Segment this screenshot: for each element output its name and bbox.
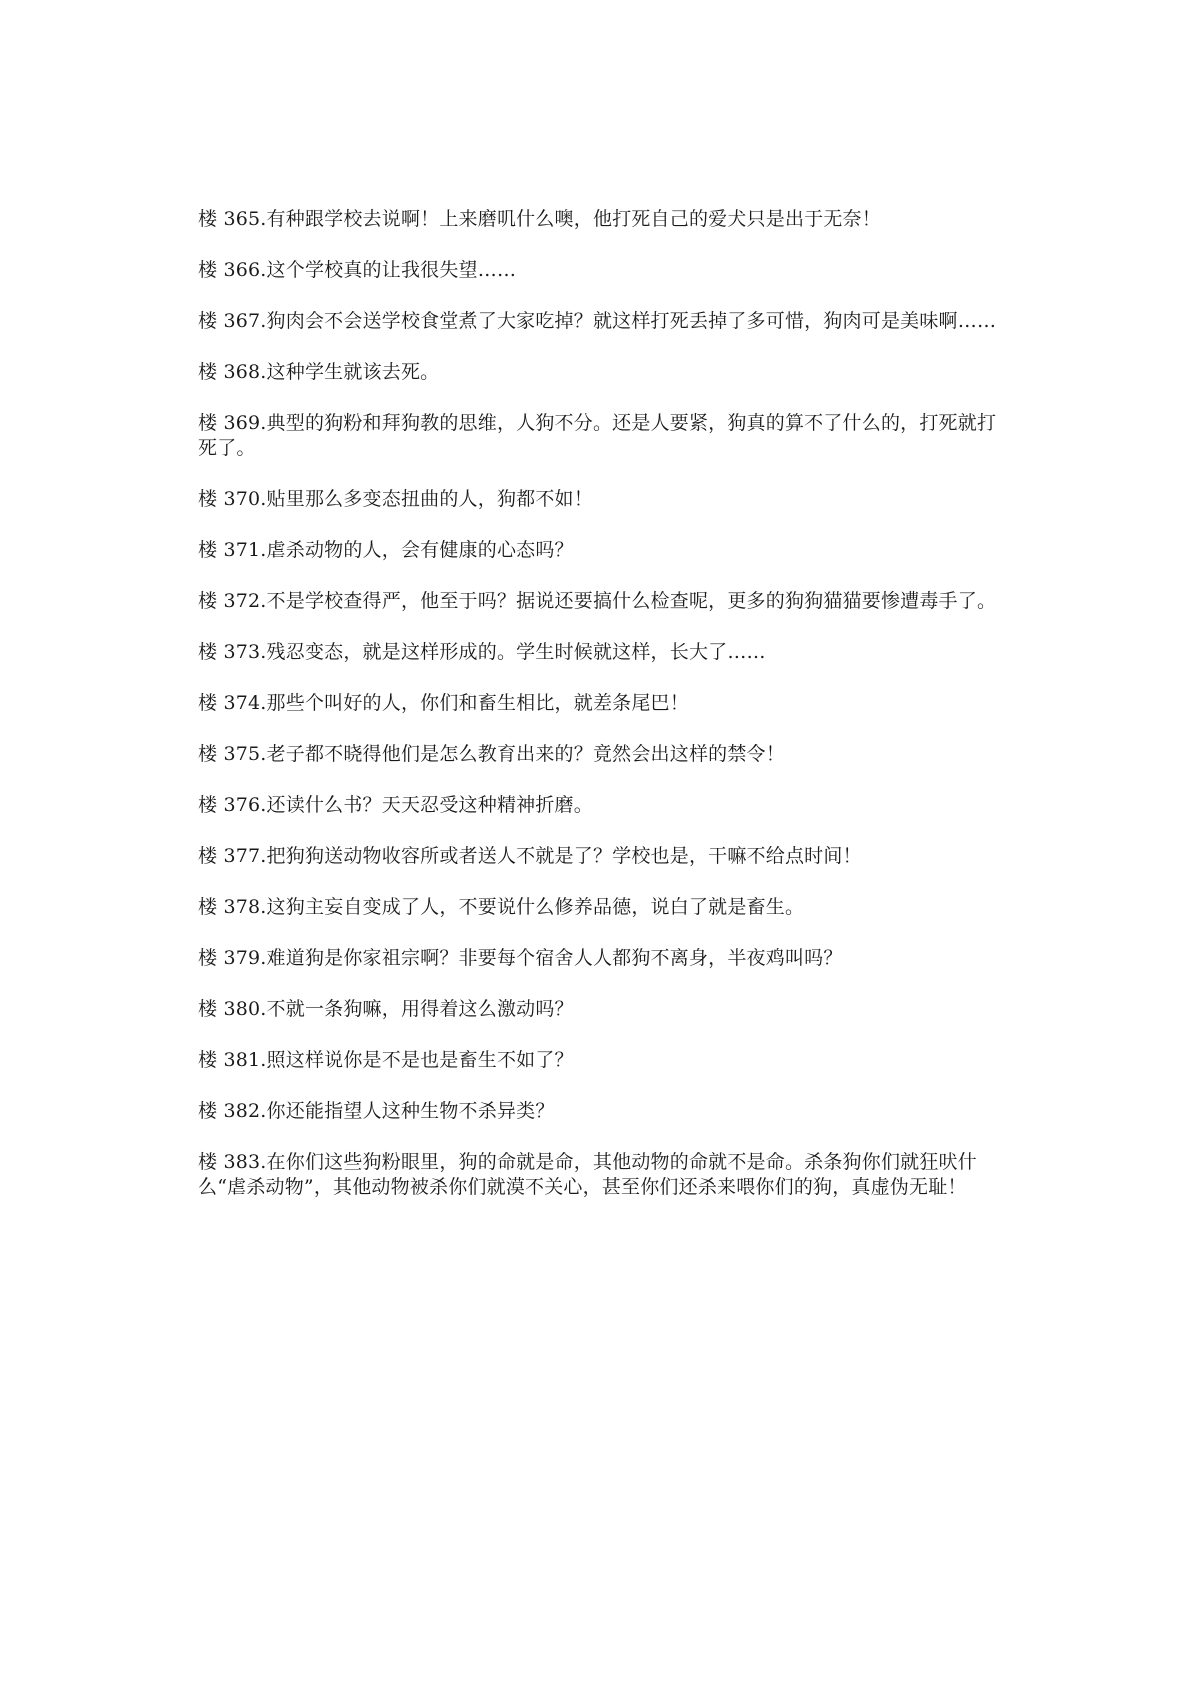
post-text: 难道狗是你家祖宗啊？非要每个宿舍人人都狗不离身，半夜鸡叫吗？	[266, 947, 843, 969]
post-379	[198, 946, 1010, 971]
post-text: 狗肉会不会送学校食堂煮了大家吃掉？就这样打死丢掉了多可惜，狗肉可是美味啊……	[266, 310, 997, 332]
floor-number: 楼 365.	[198, 208, 267, 230]
floor-number: 楼 369.	[198, 412, 267, 434]
post-text: 还读什么书？天天忍受这种精神折磨。	[266, 794, 593, 816]
floor-number: 楼 371.	[198, 539, 267, 561]
post-383	[198, 1150, 1010, 1200]
floor-number: 楼 381.	[198, 1049, 267, 1071]
post-374	[198, 691, 1010, 716]
post-text: 典型的狗粉和拜狗教的思维，人狗不分。还是人要紧，狗真的算不了什么的，打死就打死了。	[198, 412, 997, 459]
post-372	[198, 589, 1010, 614]
floor-number: 楼 375.	[198, 743, 267, 765]
post-text: 老子都不晓得他们是怎么教育出来的？竟然会出这样的禁令！	[266, 743, 785, 765]
floor-number: 楼 382.	[198, 1100, 267, 1122]
floor-number: 楼 377.	[198, 845, 267, 867]
post-text: 不就一条狗嘛，用得着这么激动吗？	[266, 998, 574, 1020]
post-377	[198, 844, 1010, 869]
post-365	[198, 207, 1010, 232]
floor-number: 楼 372.	[198, 590, 267, 612]
post-text: 那些个叫好的人，你们和畜生相比，就差条尾巴！	[266, 692, 689, 714]
post-381	[198, 1048, 1010, 1073]
floor-number: 楼 368.	[198, 361, 267, 383]
post-text: 这种学生就该去死。	[266, 361, 440, 383]
post-list	[198, 207, 1010, 1226]
floor-number: 楼 380.	[198, 998, 267, 1020]
post-text: 贴里那么多变态扭曲的人，狗都不如！	[266, 488, 593, 510]
post-text: 把狗狗送动物收容所或者送人不就是了？学校也是，干嘛不给点时间！	[266, 845, 862, 867]
post-text: 你还能指望人这种生物不杀异类？	[266, 1100, 555, 1122]
post-378	[198, 895, 1010, 920]
post-380	[198, 997, 1010, 1022]
post-368	[198, 360, 1010, 385]
floor-number: 楼 367.	[198, 310, 267, 332]
post-371	[198, 538, 1010, 563]
floor-number: 楼 379.	[198, 947, 267, 969]
floor-number: 楼 370.	[198, 488, 267, 510]
post-text: 有种跟学校去说啊！上来磨叽什么噢，他打死自己的爱犬只是出于无奈！	[266, 208, 881, 230]
post-text: 这个学校真的让我很失望……	[266, 259, 517, 281]
post-text: 这狗主妄自变成了人，不要说什么修养品德，说白了就是畜生。	[266, 896, 805, 918]
post-373	[198, 640, 1010, 665]
post-text: 虐杀动物的人，会有健康的心态吗？	[266, 539, 574, 561]
post-370	[198, 487, 1010, 512]
floor-number: 楼 378.	[198, 896, 267, 918]
floor-number: 楼 383.	[198, 1151, 267, 1173]
post-text: 照这样说你是不是也是畜生不如了？	[266, 1049, 574, 1071]
floor-number: 楼 376.	[198, 794, 267, 816]
post-375	[198, 742, 1010, 767]
floor-number: 楼 366.	[198, 259, 267, 281]
post-text: 不是学校查得严，他至于吗？据说还要搞什么检查呢，更多的狗狗猫猫要惨遭毒手了。	[266, 590, 997, 612]
post-369	[198, 411, 1010, 461]
post-382	[198, 1099, 1010, 1124]
post-366	[198, 258, 1010, 283]
floor-number: 楼 373.	[198, 641, 267, 663]
post-367	[198, 309, 1010, 334]
post-text: 残忍变态，就是这样形成的。学生时候就这样，长大了……	[266, 641, 766, 663]
floor-number: 楼 374.	[198, 692, 267, 714]
post-text: 在你们这些狗粉眼里，狗的命就是命，其他动物的命就不是命。杀条狗你们就狂吠什么“虐杀动物”，其他动物被杀你们就漠不关心，甚至你们还杀来喂你们的狗，真虚伪无耻！	[198, 1151, 977, 1198]
post-376	[198, 793, 1010, 818]
